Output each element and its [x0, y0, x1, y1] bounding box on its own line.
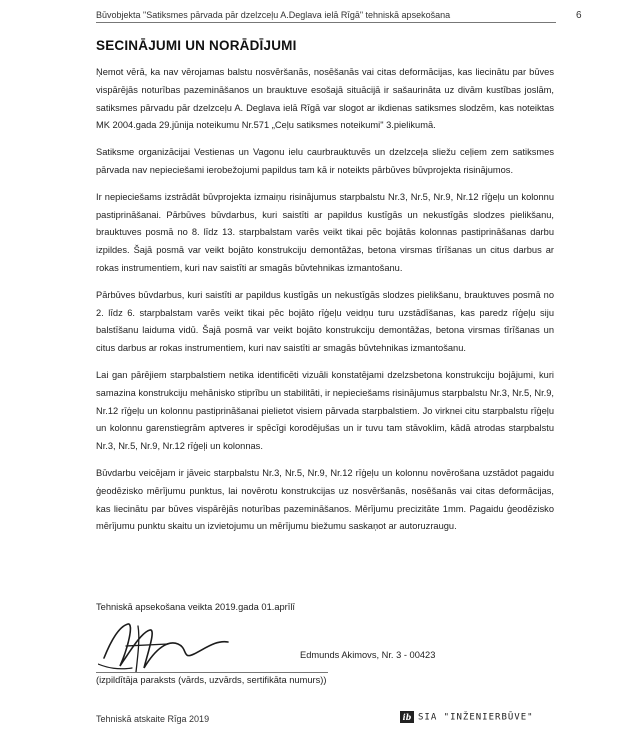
paragraph: Lai gan pārējiem starpbalstiem netika identificēti vizuāli konstatējami dzelzsbetona konstrukciju bojājumi, kuri samazina konstrukciju mehānisko stiprību un stabilitāti, ir nepieciešams risinājumus starpbalstu Nr.3, Nr.5, Nr.9, Nr.12 rīģeļu un kolonnu pastiprināšanai pielietot visiem pārvada starpbalstiem. Jo virknei citu starpbalstu rīģeļu un kolonnu garenstiegrām aptveres ir spēcīgi korodējušas un ir tuvu tam stāvoklim, kādā atrodas starpbalstu Nr.3, Nr.5, Nr.9, Nr.12 rīģeļi un kolonnas. — [96, 369, 554, 452]
handwritten-signature — [98, 618, 298, 678]
inspection-date: Tehniskā apsekošana veikta 2019.gada 01.aprīlī — [96, 602, 295, 612]
signer-name: Edmunds Akimovs, Nr. 3 - 00423 — [300, 650, 436, 660]
paragraph: Satiksme organizācijai Vestienas un Vagonu ielu caurbrauktuvēs un dzelzceļa sliežu ceļiem zem satiksmes pārvada nav nepieciešami ierobežojumi papildus tam kā ir noteikts pārbūves būvprojekta risinājumos. — [96, 147, 554, 175]
signature-caption: (izpildītāja paraksts (vārds, uzvārds, sertifikāta numurs)) — [96, 672, 328, 685]
paragraph: Pārbūves būvdarbus, kuri saistīti ar papildus kustīgās un nekustīgās slodzes pielikšanu, brauktuves posmā no 2. līdz 6. starpbalstam varēs veikt tikai pēc bojāto rīģeļu veidņu turu uzstādīšanas, kas paredz rīģeļu siju balstīšanu laiduma vidū. Šajā posmā var veikt bojāto konstrukciju demontāžas, betona virsmas tīrīšanas un citus darbus ar rokas instrumentiem, kuri nav saistīti ar smagās būvtehnikas izmantošanu. — [96, 289, 554, 354]
footer-report: Tehniskā atskaite Rīga 2019 — [96, 714, 210, 724]
paragraph: Būvdarbu veicējam ir jāveic starpbalstu Nr.3, Nr.5, Nr.9, Nr.12 rīģeļu un kolonnu novērošana uzstādot pagaidu ģeodēzisko mērījumu punktus, lai novērotu konstrukcijas uz nosvēršanās, nosēšanās vai citas deformācijas, kas liecinātu par būves vispārējās noturības pazemināšanos. Mērījumu precizitāte 1mm. Pagaidu ģeodēzisko mērījumu punktu skaitu un izvietojumu un mērījumu biežumu saskaņot ar autoruzraugu. — [96, 467, 554, 532]
section-title: SECINĀJUMI UN NORĀDĪJUMI — [96, 38, 297, 53]
body-text — [96, 64, 554, 545]
paragraph: Ņemot vērā, ka nav vērojamas balstu nosvēršanās, nosēšanās vai citas deformācijas, kas liecinātu par būves vispārējās noturības pazemināšanos un brauktuve esošajā situācijā ir sašaurināta uz divām kustības joslām, satiksmes pārvadu pār dzelzceļu A. Deglava ielā Rīgā var slogot ar ikdienas satiksmes slodzēm, kas noteiktas MK 2004.gada 29.jūnija noteikumu Nr.571 „Ceļu satiksmes noteikumi" 3.pielikumā. — [96, 67, 554, 131]
paragraph: Ir nepieciešams izstrādāt būvprojekta izmaiņu risinājumus starpbalstu Nr.3, Nr.5, Nr.9, Nr.12 rīģeļu un kolonnu pastiprināšanai. Pārbūves būvdarbus, kuri saistīti ar papildus kustīgās un nekustīgās slodzes pielikšanu, brauktuves posmā no 8. līdz 13. starpbalstam varēs veikt tikai pēc bojātās kolonnas pastiprināšanas darbu izpildes. Šajā posmā var veikt bojāto konstrukciju demontāžas, betona virsmas tīrīšanas un citus darbus ar rokas instrumentiem, kuri nav saistīti ar smagās būvtehnikas izmantošanu. — [96, 191, 554, 273]
page-number: 6 — [576, 10, 582, 21]
company-name: SIA "INŽENIERBŪVE" — [418, 712, 534, 723]
ib-logo-icon: ib — [400, 711, 414, 723]
page-header: Būvobjekta "Satiksmes pārvada pār dzelzceļu A.Deglava ielā Rīgā" tehniskā apsekošana — [96, 10, 556, 23]
footer-company — [400, 711, 534, 723]
